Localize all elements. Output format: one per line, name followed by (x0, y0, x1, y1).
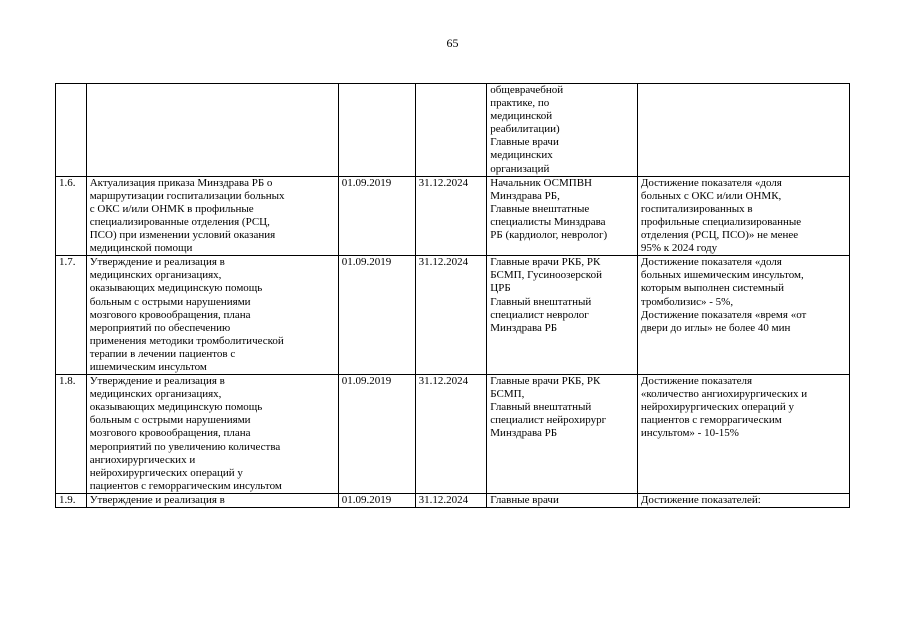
start-date-cell: 01.09.2019 (338, 176, 415, 256)
end-date-cell: 31.12.2024 (415, 176, 487, 256)
end-date-cell: 31.12.2024 (415, 493, 487, 507)
cell-text-line: инсультом» - 10-15% (640, 427, 739, 440)
cell-text-line: специализированные отделения (РСЦ, (89, 215, 270, 228)
cell-text-line: профильные специализированные (640, 215, 802, 228)
action-cell (86, 256, 338, 375)
cell-text-line: Минздрава РБ (490, 321, 558, 334)
cell-text-line: терапии в лечении пациентов с (89, 347, 236, 360)
cell-text-line: ПСО) при изменении условий оказания (89, 229, 276, 242)
cell-text-line: медицинских организациях, (89, 388, 222, 401)
cell-text-line: Актуализация приказа Минздрава РБ о (89, 176, 273, 189)
cell-text-line: БСМП, Гусиноозерской (490, 269, 602, 282)
cell-text-line: маршрутизации госпитализации больных (89, 189, 285, 202)
cell-text-line: ишемическим инсультом (89, 360, 207, 373)
cell-text-line: РБ (кардиолог, невролог) (490, 229, 608, 242)
cell-text-line: специалист невролог (490, 308, 589, 321)
item-number-cell: 1.7. (56, 256, 87, 375)
cell-text-line: специалисты Минздрава (490, 215, 606, 228)
result-indicator-cell (637, 176, 849, 256)
cell-text-line: общеврачебной (490, 84, 564, 96)
cell-text-line: мозгового кровообращения, плана (89, 308, 251, 321)
cell-text-line: Минздрава РБ, (490, 189, 560, 202)
cell-text-line: Достижение показателя «доля (640, 176, 782, 189)
start-date-cell (338, 84, 415, 177)
end-date-cell: 31.12.2024 (415, 375, 487, 494)
cell-text-line: оказывающих медицинскую помощь (89, 401, 263, 414)
cell-text-line: больных ишемическим инсультом, (640, 269, 804, 282)
table-row (56, 375, 850, 494)
item-number-cell: 1.9. (56, 493, 87, 507)
cell-text-line: Главный внештатный (490, 401, 592, 414)
cell-text-line: пациентов с геморрагическим (640, 414, 782, 427)
activity-plan-table (55, 83, 850, 508)
cell-text-line: Главные врачи (490, 493, 559, 506)
cell-text-line: практике, по (490, 97, 550, 110)
page-number: 65 (446, 36, 459, 50)
table-row (56, 84, 850, 177)
cell-text-line: Достижение показателя «доля (640, 256, 782, 269)
cell-text-line: больным с острыми нарушениями (89, 295, 251, 308)
cell-text-line: реабилитации) (490, 123, 560, 136)
responsible-cell (487, 176, 638, 256)
cell-text-line: Минздрава РБ (490, 427, 558, 440)
responsible-cell (487, 84, 638, 177)
result-indicator-cell (637, 375, 849, 494)
item-number-cell: 1.8. (56, 375, 87, 494)
action-cell (86, 84, 338, 177)
cell-text-line: двери до иглы» не более 40 мин (640, 321, 791, 334)
cell-text-line: мероприятий по увеличению количества (89, 440, 281, 453)
cell-text-line: медицинских организациях, (89, 269, 222, 282)
table-row (56, 256, 850, 375)
cell-text-line: мероприятий по обеспечению (89, 321, 231, 334)
end-date-cell: 31.12.2024 (415, 256, 487, 375)
table-row (56, 176, 850, 256)
cell-text-line: ЦРБ (490, 282, 511, 295)
start-date-cell: 01.09.2019 (338, 493, 415, 507)
cell-text-line: больным с острыми нарушениями (89, 414, 251, 427)
cell-text-line: медицинской помощи (89, 242, 193, 255)
item-number-cell (56, 84, 87, 177)
cell-text-line: Утверждение и реализация в (89, 256, 225, 269)
cell-text-line: Достижение показателя «время «от (640, 308, 807, 321)
cell-text-line: медицинских (490, 149, 553, 162)
cell-text-line: госпитализированных в (640, 202, 753, 215)
cell-text-line: Начальник ОСМПВН (490, 176, 592, 189)
action-cell (86, 176, 338, 256)
responsible-cell (487, 375, 638, 494)
start-date-cell: 01.09.2019 (338, 256, 415, 375)
cell-text-line: специалист нейрохирург (490, 414, 607, 427)
result-indicator-cell (637, 256, 849, 375)
cell-text-line: которым выполнен системный (640, 282, 784, 295)
cell-text-line: ангиохирургических и (89, 453, 196, 466)
cell-text-line: медицинской (490, 110, 553, 123)
action-cell (86, 375, 338, 494)
cell-text-line: БСМП, (490, 388, 525, 401)
result-indicator-cell (637, 84, 849, 177)
cell-text-line: Утверждение и реализация в (89, 493, 225, 506)
table-row (56, 493, 850, 507)
cell-text-line: применения методики тромболитической (89, 334, 284, 347)
cell-text-line: оказывающих медицинскую помощь (89, 282, 263, 295)
cell-text-line: пациентов с геморрагическим инсультом (89, 479, 282, 492)
cell-text-line: отделения (РСЦ, ПСО)» не менее (640, 229, 799, 242)
cell-text-line: мозгового кровообращения, плана (89, 427, 251, 440)
cell-text-line: больных с ОКС и/или ОНМК, (640, 189, 782, 202)
cell-text-line: Главные внештатные (490, 202, 590, 215)
result-indicator-cell (637, 493, 849, 507)
item-number-cell: 1.6. (56, 176, 87, 256)
cell-text-line: Главные врачи РКБ, РК (490, 375, 601, 388)
cell-text-line: 95% к 2024 году (640, 242, 718, 255)
cell-text-line: организаций (490, 162, 550, 175)
end-date-cell (415, 84, 487, 177)
cell-text-line: Достижение показателя (640, 375, 753, 388)
cell-text-line: нейрохирургических операций у (640, 401, 795, 414)
responsible-cell (487, 493, 638, 507)
cell-text-line: Главные врачи РКБ, РК (490, 256, 601, 269)
responsible-cell (487, 256, 638, 375)
cell-text-line: Главный внештатный (490, 295, 592, 308)
cell-text-line: нейрохирургических операций у (89, 466, 243, 479)
cell-text-line: «количество ангиохирургических и (640, 388, 808, 401)
cell-text-line: Утверждение и реализация в (89, 375, 225, 388)
cell-text-line: с ОКС и/или ОНМК в профильные (89, 202, 254, 215)
start-date-cell: 01.09.2019 (338, 375, 415, 494)
action-cell (86, 493, 338, 507)
cell-text-line: Главные врачи (490, 136, 559, 149)
cell-text-line: Достижение показателей: (640, 493, 761, 506)
cell-text-line: тромболизис» - 5%, (640, 295, 734, 308)
